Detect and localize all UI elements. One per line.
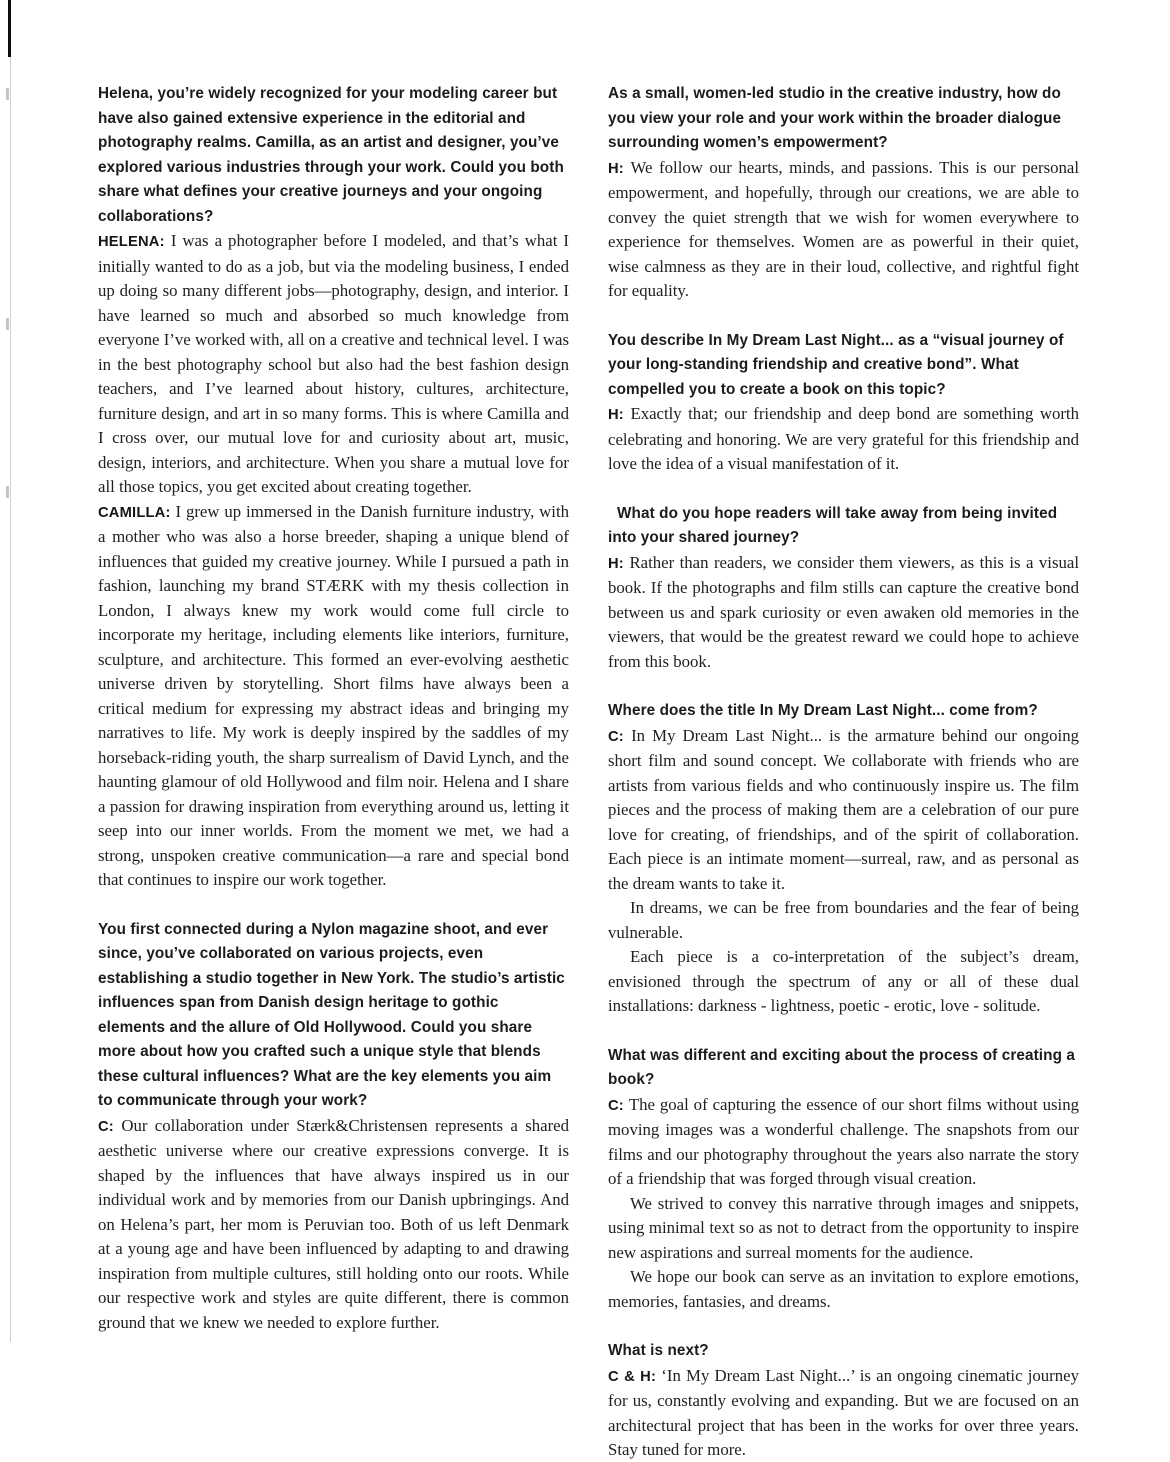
interview-answer-paragraph: We strived to convey this narrative through images and snippets, using minimal text so as not to detract from the opportunity to inspire new aspirations and surreal moments for the audience.	[608, 1193, 1079, 1262]
interview-question: Where does the title In My Dream Last Night... come from?	[608, 702, 1038, 719]
interview-answer-paragraph: H: Exactly that; our friendship and deep bond are something worth celebrating and honoring. We are very grateful for this friendship and love the idea of a visual manifestation of it.	[608, 404, 1079, 473]
page-edge-tick	[6, 486, 9, 498]
interview-question: You describe In My Dream Last Night... as a “visual journey of your long-standing friendship and creative bond”. What compelled you to create a book on this topic?	[608, 331, 1064, 398]
article-columns	[98, 82, 1079, 1462]
page-edge-tick	[6, 318, 9, 330]
interview-answer-paragraph: C: In My Dream Last Night... is the armature behind our ongoing short film and sound concept. We collaborate with friends who are artists from various fields and who continuously inspire us. The film pieces and the process of making them are a celebration of our pure love for creating, of friendships, and of the spirit of collaboration. Each piece is an intimate moment—surreal, raw, and as personal as the dream wants to take it.	[608, 725, 1079, 893]
interview-answer-paragraph: We hope our book can serve as an invitation to explore emotions, memories, fantasies, and dreams.	[608, 1267, 1079, 1311]
interview-answer-paragraph: HELENA: I was a photographer before I modeled, and that’s what I initially wanted to do as a job, but via the modeling business, I ended up doing so many different jobs—photography, design, and interior. I have learned so much and absorbed so much knowledge from everyone I’ve worked with, all on a creative and technical level. I was in the best photography school but also had the best fashion design teachers, and I’ve learned about history, cultures, architecture, furniture design, and art in so many forms. This is where Camilla and I cross over, our mutual love for and curiosity about art, music, design, interiors, and architecture. When you share a mutual love for all those topics, you get excited about creating together.	[98, 231, 569, 496]
column-1	[98, 82, 569, 1462]
interview-question: As a small, women-led studio in the creative industry, how do you view your role and your work within the broader dialogue surrounding women’s empowerment?	[608, 85, 1062, 151]
speaker-label: CAMILLA:	[98, 504, 176, 521]
page-edge-line	[10, 57, 11, 1342]
speaker-label: C & H:	[608, 1368, 662, 1385]
interview-answer-paragraph: C & H: ‘In My Dream Last Night...’ is an ongoing cinematic journey for us, constantly evolving and expanding. But we are focused on an architectural project that has been in the works for over three years. Stay tuned for more.	[608, 1365, 1079, 1459]
interview-answer-paragraph: Each piece is a co-interpretation of the subject’s dream, envisioned through the spectrum of any or all of these dual installations: darkness - lightness, poetic - erotic, love - solitude.	[608, 947, 1079, 1015]
interview-question: You first connected during a Nylon magazine shoot, and ever since, you’ve collaborated on various projects, even establishing a studio together in New York. The studio’s artistic influences span from Danish design heritage to gothic elements and the allure of Old Hollywood. Could you share more about how you crafted such a unique style that blends these cultural influences? What are the key elements you aim to communicate through your work?	[98, 920, 565, 1109]
interview-answer-paragraph: CAMILLA: I grew up immersed in the Danish furniture industry, with a mother who was also a horse breeder, shaping a unique blend of influences that guided my creative journey. While I pursued a path in fashion, launching my brand STÆRK with my thesis collection in London, I always knew my work would come full circle to incorporate my heritage, including elements like interiors, furniture, sculpture, and architecture. This formed an ever-evolving aesthetic universe driven by storytelling. Short films have always been a critical medium for expressing my abstract ideas and bringing my narratives to life. My work is deeply inspired by the saddles of my horseback-riding youth, the sharp surrealism of David Lynch, and the haunting glamour of old Hollywood and film noir. Helena and I share a passion for drawing inspiration from everything around us, letting it seep into our inner worlds. From the moment we met, we had a strong, unspoken creative communication—a rare and special bond that continues to inspire our work together.	[98, 501, 569, 889]
page-edge-tick	[6, 88, 9, 100]
interview-question: What is next?	[608, 1342, 709, 1359]
speaker-label: H:	[608, 407, 631, 423]
speaker-label: H:	[608, 160, 631, 177]
page-edge-artifact	[8, 0, 11, 57]
speaker-label: C:	[608, 1097, 629, 1114]
interview-question: What was different and exciting about the process of creating a book?	[608, 1046, 1075, 1088]
column-2	[608, 82, 1079, 1462]
interview-question: What do you hope readers will take away from being invited into your shared journey?	[608, 504, 1058, 546]
interview-answer-paragraph: In dreams, we can be free from boundaries and the fear of being vulnerable.	[608, 898, 1079, 942]
speaker-label: C:	[98, 1118, 122, 1135]
interview-answer-paragraph: H: Rather than readers, we consider them viewers, as this is a visual book. If the photographs and film stills can capture the creative bond between us and spark curiosity or even awaken old memories in the viewers, that would be the greatest reward we could hope to achieve from this book.	[608, 552, 1079, 671]
speaker-label: HELENA:	[98, 234, 171, 250]
interview-answer-paragraph: C: Our collaboration under Stærk&Christensen represents a shared aesthetic universe where our creative expressions converge. It is shaped by the influences that have always inspired us in our individual work and by memories from our Danish upbringings. And on Helena’s part, her mom is Peruvian too. Both of us left Denmark at a young age and have been influenced by adapting to and drawing inspiration from multiple cultures, still holding onto our roots. While our respective work and styles are quite different, there is common ground that we knew we needed to explore further.	[98, 1115, 569, 1332]
interview-answer-paragraph: C: The goal of capturing the essence of our short films without using moving images was a wonderful challenge. The snapshots from our films and our photography throughout the years also narrate the story of a friendship that was forged through visual creation.	[608, 1094, 1079, 1188]
interview-answer-paragraph: H: We follow our hearts, minds, and passions. This is our personal empowerment, and hopefully, through our creations, we are able to convey the quiet strength that we wish for women everywhere to experience for themselves. Women are as powerful in their quiet, wise calmness as they are in their loud, collective, and rightful fight for equality.	[608, 157, 1079, 300]
speaker-label: C:	[608, 728, 632, 745]
interview-question: Helena, you’re widely recognized for your modeling career but have also gained extensive experience in the editorial and photography realms. Camilla, as an artist and designer, you’ve explored various industries through your work. Could you both share what defines your creative journeys and your ongoing collaborations?	[98, 85, 564, 225]
speaker-label: H:	[608, 555, 630, 572]
